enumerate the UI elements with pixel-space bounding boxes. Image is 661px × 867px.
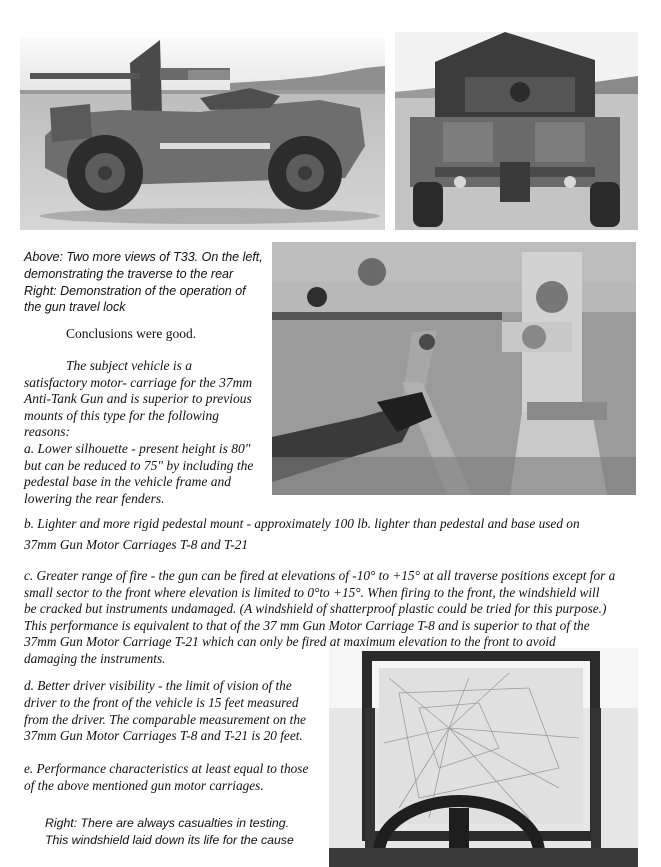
item-e xyxy=(24,761,326,795)
item-d-line: driver to the front of the vehicle is 15 feet measured xyxy=(24,694,299,710)
photo-cracked-windshield xyxy=(329,648,638,867)
item-c-line: damaging the instruments. xyxy=(24,650,166,666)
caption-line: Right: Demonstration of the operation of xyxy=(24,283,246,298)
item-b xyxy=(24,514,649,555)
photo-t33-side-view xyxy=(20,38,385,230)
intro-line: mounts of this type for the following xyxy=(24,407,219,423)
item-b-line: b. Lighter and more rigid pedestal mount - approximately 100 lb. lighter than pedestal and base used on xyxy=(24,516,580,531)
conclusions-heading: Conclusions were good. xyxy=(66,326,197,341)
caption-line: This windshield laid down its life for the cause xyxy=(45,832,294,847)
item-c-line: This performance is equivalent to that of the 37 mm Gun Motor Carriage T-8 and is superior to that of the xyxy=(24,617,590,633)
item-e-line: of the above mentioned gun motor carriages. xyxy=(24,777,264,793)
item-d-line: d. Better driver visibility - the limit of vision of the xyxy=(24,678,292,693)
item-b-line: 37mm Gun Motor Carriages T-8 and T-21 xyxy=(24,536,249,552)
item-a-line: a. Lower silhouette - present height is 80" xyxy=(24,441,251,456)
photo-t33-rear-view xyxy=(395,32,638,230)
item-a xyxy=(24,441,269,507)
caption-line: the gun travel lock xyxy=(24,300,126,315)
item-a-line: but can be reduced to 75" by including the xyxy=(24,457,254,473)
item-c xyxy=(24,568,654,668)
item-d xyxy=(24,678,326,745)
intro-line: reasons: xyxy=(24,424,70,440)
item-e-line: e. Performance characteristics at least equal to those xyxy=(24,761,309,776)
item-c-line: c. Greater range of fire - the gun can be fired at elevations of -10° to +15° at all traverse positions except for a xyxy=(24,568,616,583)
photo-gun-travel-lock xyxy=(272,242,636,495)
intro-paragraph xyxy=(24,358,269,441)
caption-line: Above: Two more views of T33. On the left, xyxy=(24,250,263,264)
intro-line: satisfactory motor- carriage for the 37mm xyxy=(24,374,253,390)
item-d-line: from the driver. The comparable measurement on the xyxy=(24,711,306,727)
intro-line: Anti-Tank Gun and is superior to previous xyxy=(24,391,252,407)
caption-bottom xyxy=(45,815,327,849)
item-d-line: 37mm Gun Motor Carriages T-8 and T-21 is 20 feet. xyxy=(24,728,303,744)
item-c-line: be cracked but instruments undamaged. (A windshield of shatterproof plastic could be tried for this purpose.) xyxy=(24,601,607,617)
item-c-line: 37mm Gun Motor Carriage T-21 which can only be fired at maximum elevation to the front to avoid xyxy=(24,634,556,650)
item-a-line: pedestal base in the vehicle frame and xyxy=(24,474,231,490)
item-a-line: lowering the rear fenders. xyxy=(24,490,165,506)
caption-line: demonstrating the traverse to the rear xyxy=(24,266,234,281)
caption-line: Right: There are always casualties in testing. xyxy=(45,816,290,830)
caption-top xyxy=(24,249,269,316)
intro-line: The subject vehicle is a xyxy=(66,358,192,373)
item-c-line: small sector to the front where elevation is limited to 0°to +15°. When firing to the front, the windshield will xyxy=(24,584,600,600)
